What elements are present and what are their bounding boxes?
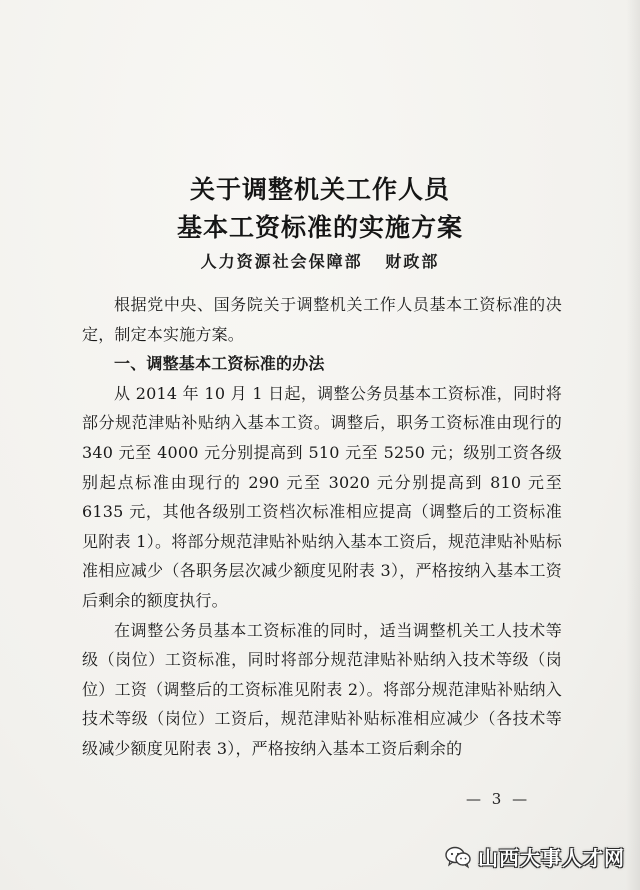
watermark-text: 山西大事人才网 (478, 846, 625, 870)
body-paragraph-1: 从 2014 年 10 月 1 日起，调整公务员基本工资标准，同时将部分规范津贴补贴纳入基本工资。调整后，职务工资标准由现行的 340 元至 4000 元分别提高到 510 元至 5250 元；级别工资各级别起点标准由现行的 290 元至 3020 元分别提高到 810 元至 6135 元，其他各级别工资档次标准相应提高（调整后的工资标准见附表 1）。将部分规范津贴补贴纳入基本工资后，规范津贴补贴标准相应减少（各职务层次减少额度见附表 3），严格按纳入基本工资后剩余的额度执行。 (82, 383, 562, 610)
intro-paragraph: 根据党中央、国务院关于调整机关工作人员基本工资标准的决定，制定本实施方案。 (82, 295, 562, 344)
document-title-line2: 基本工资标准的实施方案 (176, 213, 463, 242)
page-edge-shadow (626, 0, 640, 890)
document-body (82, 290, 562, 764)
body-paragraph-2: 在调整公务员基本工资标准的同时，适当调整机关工人技术等级（岗位）工资标准，同时将部分规范津贴补贴纳入技术等级（岗位）工资（调整后的工资标准见附表 2）。将部分规范津贴补贴纳入技术等级（岗位）工资后，规范津贴补贴标准相应减少（各技术等级减少额度见附表 3），严格按纳入基本工资后剩余的 (82, 620, 562, 758)
wechat-icon (444, 845, 472, 869)
page-number: — 3 — (466, 790, 531, 808)
watermark (444, 842, 625, 871)
section-heading: 一、调整基本工资标准的办法 (114, 354, 325, 374)
document-authors: 人力资源社会保障部 财政部 (200, 252, 440, 271)
document-title-line1: 关于调整机关工作人员 (189, 175, 450, 204)
